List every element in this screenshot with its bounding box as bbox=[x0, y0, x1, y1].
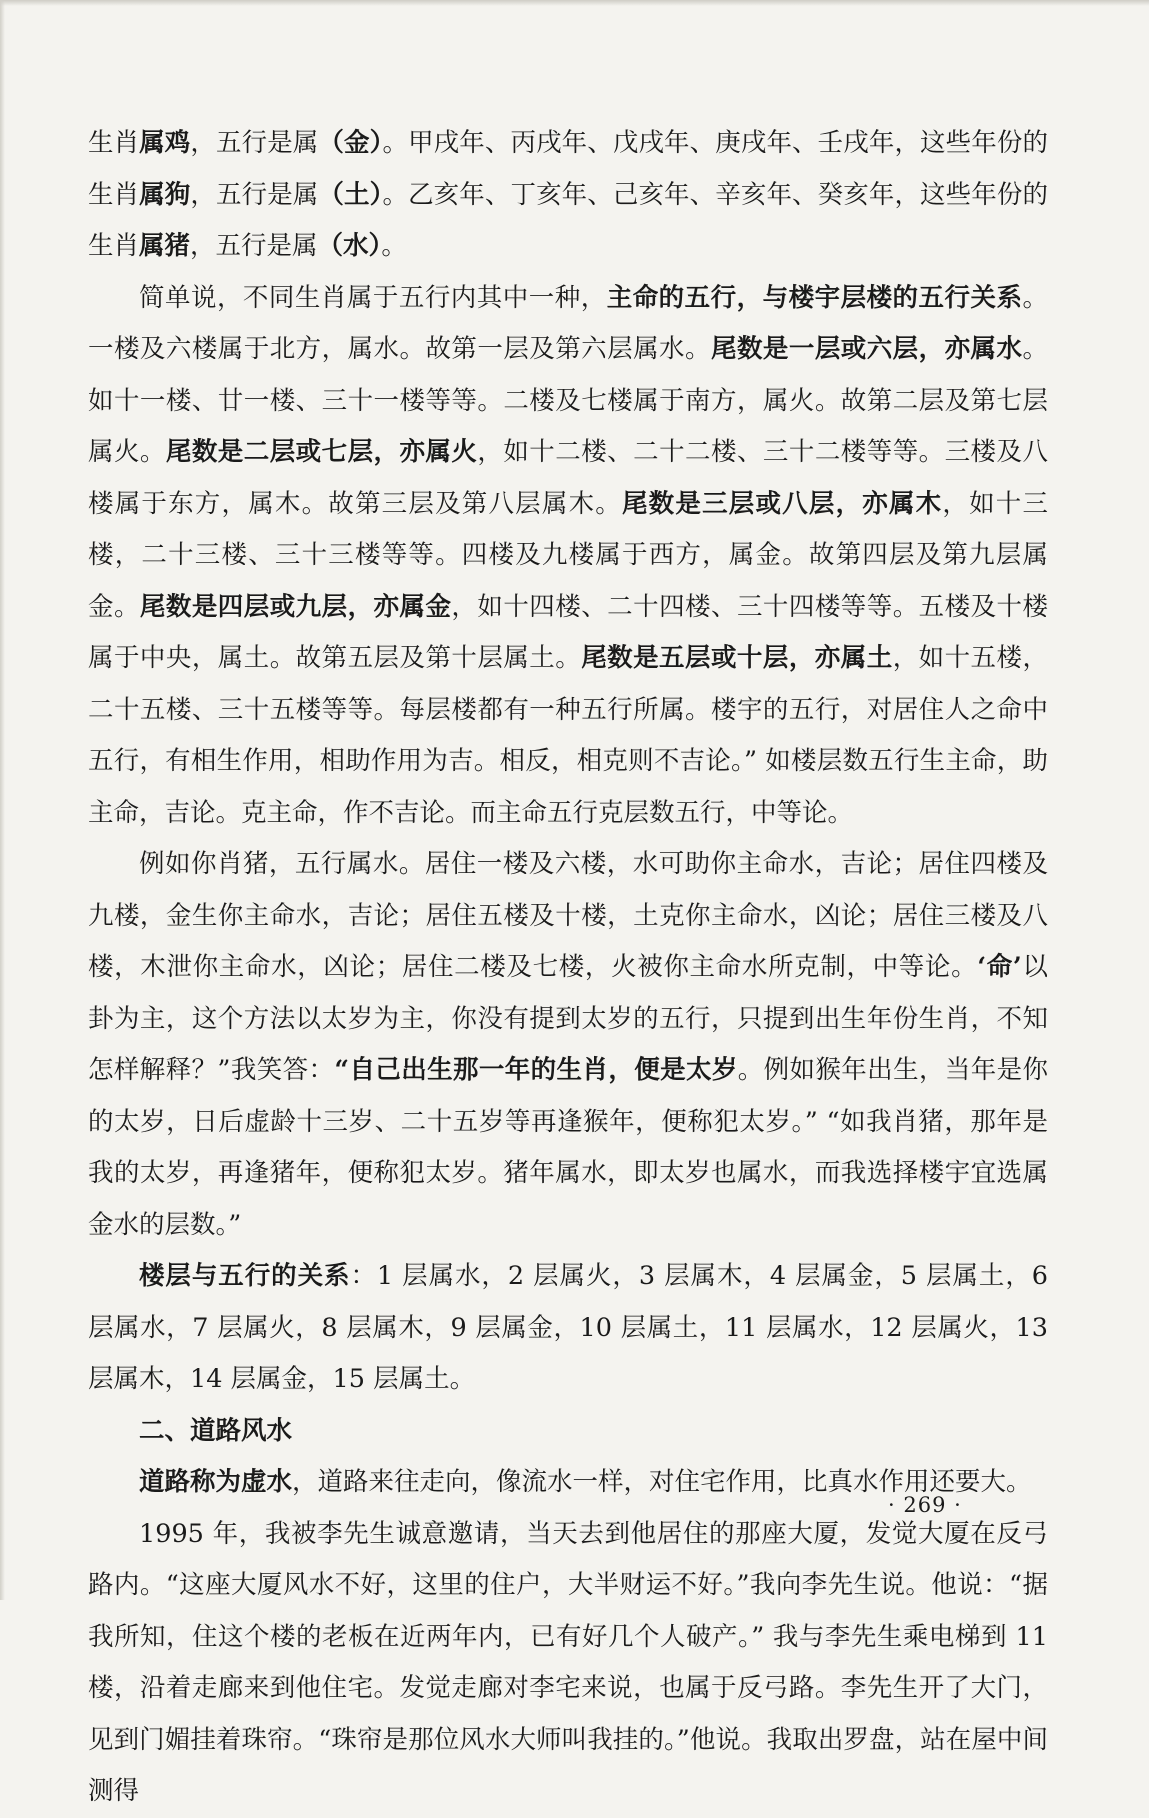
text-run: 。例如猴年出生，当年是你的太岁，日后虚龄十三岁、二十五岁等再逢猴年，便称犯太岁。” “如我肖猪，那年是我的太岁，再逢猪年，便称犯太岁。猪年属水，即太岁也属水，而我选择楼宇宜选属金水的层数。” bbox=[88, 1055, 1048, 1240]
text-run: ，道路来往走向，像流水一样，对住宅作用，比真水作用还要大。 bbox=[292, 1467, 1032, 1497]
bold-run: 楼层与五行的关系 bbox=[139, 1261, 351, 1291]
bold-run: （土） bbox=[318, 179, 383, 210]
bold-run: （金） bbox=[318, 128, 383, 158]
bold-run: 属狗 bbox=[139, 179, 191, 210]
text-run: 。甲戌年、丙戌年、戊戌年、庚戌年、壬戌年，这些年份的生肖 bbox=[88, 128, 1048, 210]
text-run: 。 bbox=[381, 231, 407, 261]
bold-run: 尾数是四层或九层，亦属金 bbox=[139, 591, 452, 622]
text-run: 例如你肖猪，五行属水。居住一楼及六楼，水可助你主命水，吉论；居住四楼及九楼，金生你主命水，吉论；居住五楼及十楼，土克你主命水，凶论；居住三楼及八楼，木泄你主命水，凶论；居住二楼及七楼，火被你主命水所克制，中等论。 bbox=[88, 849, 1048, 982]
bold-run: 尾数是二层或七层，亦属火 bbox=[165, 437, 478, 467]
paragraph-floor-table bbox=[88, 1251, 1048, 1406]
section-heading: 二、道路风水 bbox=[139, 1415, 293, 1446]
text-run: 1995 年，我被李先生诚意邀请，当天去到他居住的那座大厦，发觉大厦在反弓路内。“这座大厦风水不好，这里的住户，大半财运不好。”我向李先生说。他说：“据我所知，住这个楼的老板在近两年内，已有好几个人破产。” 我与李先生乘电梯到 11 楼，沿着走廊来到他住宅。发觉走廊对李宅来说，也属于反弓路。李先生开了大门，见到门媚挂着珠帘。“珠帘是那位风水大师叫我挂的。”他说。我取出罗盘，站在屋中间测得 bbox=[88, 1518, 1048, 1806]
bold-run: 属猪 bbox=[139, 231, 191, 261]
bold-run: 尾数是五层或十层，亦属土 bbox=[581, 643, 893, 673]
bold-run: 主命的五行，与楼宇层楼的五行关系 bbox=[606, 282, 1023, 313]
text-run: ，如十四楼、二十四楼、三十四楼等等。五楼及十楼属于中央，属土。故第五层及第十层属土。 bbox=[88, 591, 1048, 673]
bold-run: 尾数是一层或六层，亦属水 bbox=[710, 334, 1023, 364]
text-run: 。如十一楼、廿一楼、三十一楼等等。二楼及七楼属于南方，属火。故第二层及第七层属火。 bbox=[88, 334, 1048, 467]
text-run: ，五行是属 bbox=[190, 231, 318, 261]
text-run: 以卦为主，这个方法以太岁为主，你没有提到太岁的五行，只提到出生年份生肖，不知怎样解释？”我笑答： bbox=[88, 952, 1048, 1085]
body-text bbox=[88, 118, 1048, 1818]
paragraph-zodiac-elements bbox=[88, 118, 1048, 273]
bold-run: “自己出生那一年的生肖，便是太岁 bbox=[334, 1055, 738, 1085]
text-run: ：1 层属水，2 层属火，3 层属木，4 层属金，5 层属土，6 层属水，7 层属火，8 层属木，9 层属金，10 层属土，11 层属水，12 层属火，13 层属木，14 层属金，15 层属土。 bbox=[88, 1261, 1048, 1394]
paragraph-case-1995 bbox=[88, 1509, 1048, 1818]
bold-run: ‘命’ bbox=[977, 952, 1022, 982]
bold-run: 道路称为虚水 bbox=[139, 1467, 293, 1497]
text-run: ，如十二楼、二十二楼、三十二楼等等。三楼及八楼属于东方，属木。故第三层及第八层属木。 bbox=[88, 437, 1048, 519]
paragraph-floor-elements bbox=[88, 273, 1048, 840]
text-run: 。乙亥年、丁亥年、己亥年、辛亥年、癸亥年，这些年份的生肖 bbox=[88, 179, 1048, 261]
scan-edge-top bbox=[0, 0, 1149, 6]
bold-run: （水） bbox=[317, 231, 382, 261]
bold-run: 尾数是三层或八层，亦属木 bbox=[621, 488, 943, 519]
text-run: 简单说，不同生肖属于五行内其中一种， bbox=[139, 282, 607, 313]
scan-edge-left bbox=[0, 0, 5, 1600]
text-run: ，如十五楼，二十五楼、三十五楼等等。每层楼都有一种五行所属。楼宇的五行，对居住人之命中五行，有相生作用，相助作用为吉。相反，相克则不吉论。” 如楼层数五行生主命，助主命，吉论。克主命，作不吉论。而主命五行克层数五行，中等论。 bbox=[88, 643, 1048, 828]
text-run: ，五行是属 bbox=[190, 128, 319, 158]
text-run: 。一楼及六楼属于北方，属水。故第一层及第六层属水。 bbox=[88, 282, 1048, 364]
bold-run: 属鸡 bbox=[139, 128, 191, 158]
text-run: ，如十三楼，二十三楼、三十三楼等等。四楼及九楼属于西方，属金。故第四层及第九层属金。 bbox=[88, 488, 1048, 622]
text-run: ，五行是属 bbox=[190, 179, 319, 210]
paragraph-example-pig bbox=[88, 839, 1048, 1251]
text-run: 生肖 bbox=[88, 128, 140, 158]
page-number: · 269 · bbox=[888, 1493, 962, 1517]
